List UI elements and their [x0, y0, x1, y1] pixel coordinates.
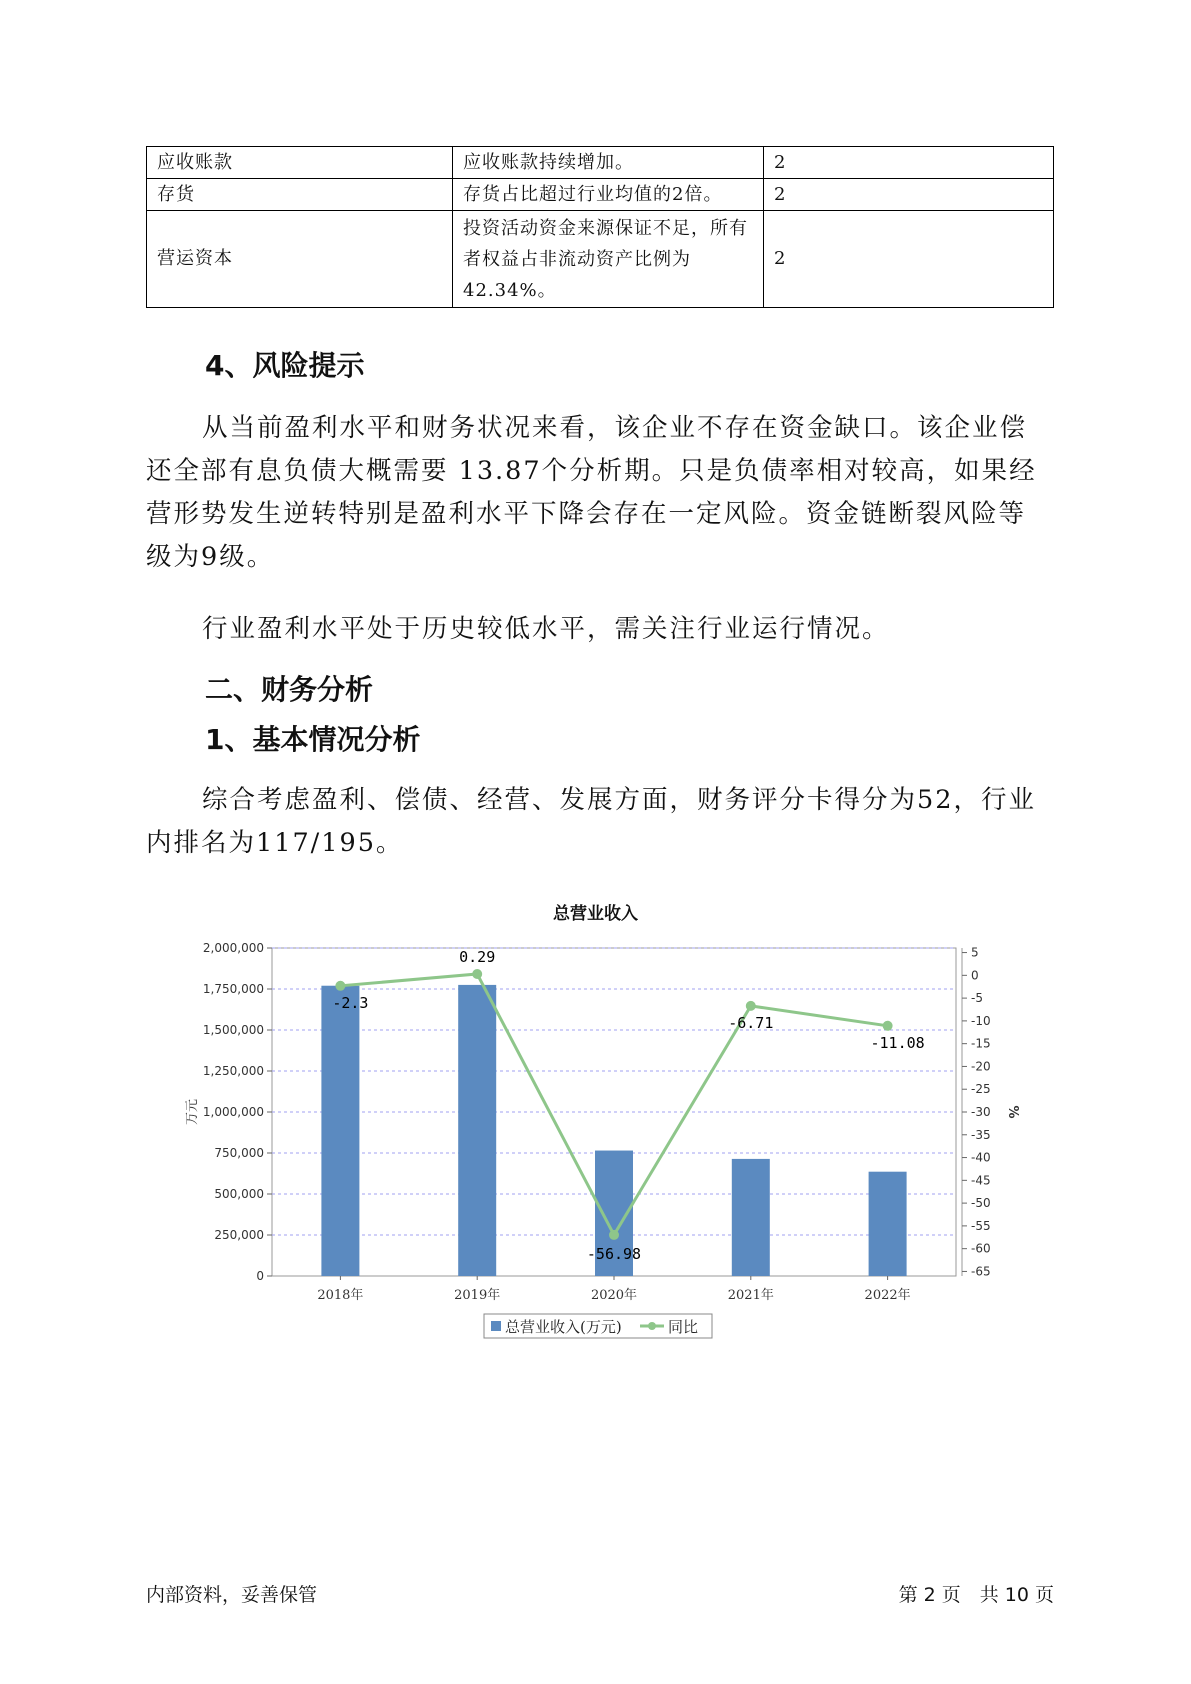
y-right-tick-label: -60 — [971, 1241, 991, 1256]
x-tick-label: 2020年 — [590, 1288, 638, 1303]
legend-line-marker — [648, 1322, 656, 1330]
table-cell-desc: 应收账款持续增加。 — [453, 147, 764, 179]
y-right-tick-label: -10 — [971, 1013, 991, 1028]
y-right-tick-label: -35 — [971, 1127, 991, 1142]
y-right-tick-label: -45 — [971, 1173, 991, 1188]
y-right-axis-title: % — [1005, 1105, 1020, 1119]
chart-title: 总营业收入 — [553, 904, 638, 924]
bar — [732, 1159, 770, 1276]
bar — [869, 1172, 907, 1276]
legend-line-label: 同比 — [668, 1318, 699, 1336]
y-right-tick-label: -50 — [971, 1196, 991, 1211]
table-cell-score: 2 — [764, 147, 1054, 179]
yoy-point — [335, 981, 345, 991]
table-cell-score: 2 — [764, 179, 1054, 211]
y-left-tick-label: 1,500,000 — [202, 1023, 264, 1037]
y-left-axis-title: 万元 — [185, 1098, 200, 1126]
yoy-data-label: -56.98 — [586, 1244, 642, 1263]
y-right-tick-label: -40 — [971, 1150, 991, 1165]
table-cell-score: 2 — [764, 211, 1054, 308]
legend-bar-label: 总营业收入(万元) — [505, 1318, 622, 1336]
y-right-tick-label: -65 — [971, 1264, 991, 1279]
y-right-tick-label: -5 — [971, 991, 983, 1006]
x-tick-label: 2021年 — [727, 1288, 774, 1303]
y-left-tick-label: 500,000 — [214, 1187, 264, 1201]
y-right-tick-label: -15 — [971, 1036, 991, 1051]
paragraph-risk-2: 行业盈利水平处于历史较低水平，需关注行业运行情况。 — [202, 614, 890, 644]
footer-page-number: 第 2 页 共 10 页 — [898, 1584, 1054, 1606]
legend — [484, 1314, 712, 1338]
y-right-tick-label: 5 — [971, 945, 979, 960]
paragraph-risk-1: 从当前盈利水平和财务状况来看，该企业不存在资金缺口。该企业偿还全部有息负债大概需要 13.87个分析期。只是负债率相对较高，如果经营形势发生逆转特别是盈利水平下降会存在一定风险。资金链断裂风险等级为9级。 — [146, 413, 1037, 572]
y-left-tick-label: 250,000 — [214, 1228, 264, 1242]
paragraph-basic: 综合考虑盈利、偿债、经营、发展方面，财务评分卡得分为52，行业内排名为117/195。 — [146, 785, 1036, 858]
table-cell-item: 营运资本 — [147, 211, 453, 308]
section-heading-financial: 二、财务分析 — [205, 673, 374, 706]
x-tick-label: 2022年 — [864, 1288, 911, 1303]
yoy-point — [883, 1021, 893, 1031]
y-left-tick-label: 750,000 — [214, 1146, 264, 1160]
y-right-tick-label: -30 — [971, 1105, 991, 1119]
y-left-tick-label: 1,250,000 — [202, 1064, 264, 1078]
y-left-tick-label: 1,000,000 — [202, 1105, 264, 1119]
bar — [458, 985, 496, 1276]
yoy-point — [609, 1230, 619, 1240]
y-right-tick-label: -20 — [971, 1059, 991, 1074]
yoy-data-label: -6.71 — [728, 1013, 774, 1032]
yoy-data-label: 0.29 — [459, 948, 496, 967]
section-heading-risk: 4、风险提示 — [205, 349, 365, 382]
legend-bar-swatch — [491, 1321, 501, 1331]
y-left-tick-label: 2,000,000 — [202, 941, 264, 955]
x-tick-label: 2018年 — [317, 1288, 364, 1303]
yoy-data-label: -11.08 — [870, 1033, 925, 1052]
y-right-tick-label: -55 — [971, 1218, 991, 1233]
table-cell-item: 应收账款 — [147, 147, 453, 179]
table-cell-item: 存货 — [147, 179, 453, 211]
yoy-point — [746, 1001, 756, 1011]
y-right-tick-label: -25 — [971, 1082, 991, 1097]
section-heading-basic: 1、基本情况分析 — [205, 723, 421, 756]
x-tick-label: 2019年 — [454, 1288, 501, 1303]
yoy-data-label: -2.3 — [332, 993, 369, 1012]
table-cell-desc: 存货占比超过行业均值的2倍。 — [453, 179, 764, 211]
footer-confidential: 内部资料，妥善保管 — [146, 1584, 318, 1606]
y-right-tick-label: 0 — [971, 968, 979, 983]
yoy-point — [472, 969, 482, 979]
y-left-tick-label: 1,750,000 — [202, 982, 264, 996]
table-cell-desc-text: 投资活动资金来源保证不足，所有者权益占非流动资产比例为42.34%。 — [463, 217, 748, 301]
bar — [321, 986, 359, 1276]
y-left-tick-label: 0 — [256, 1269, 264, 1283]
